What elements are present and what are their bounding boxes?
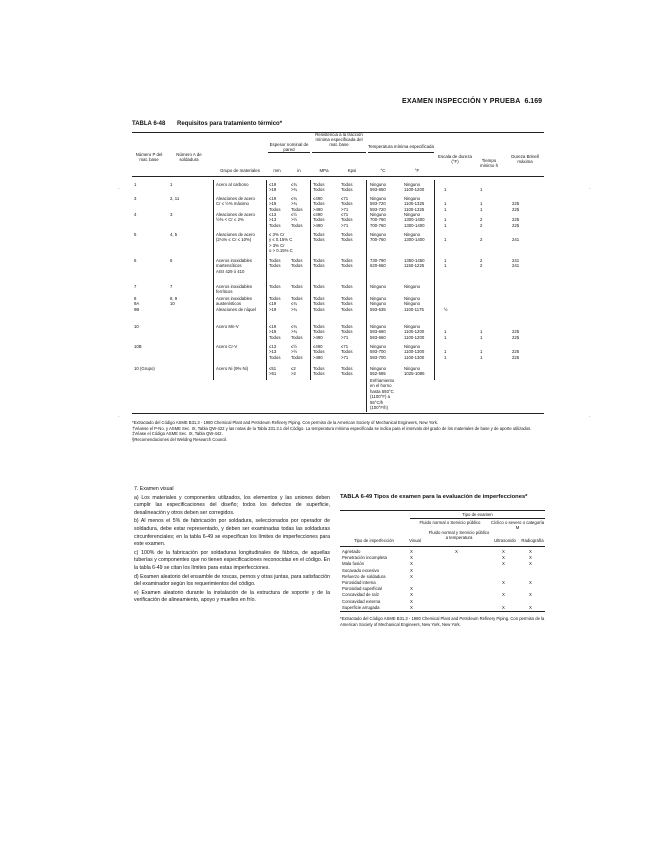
table1-cell: Ninguno 1100-1325 1100-1325	[404, 196, 425, 212]
body-text	[134, 486, 330, 606]
table2-header-cell: Fluido normal y Servicio público a temperatura	[428, 530, 490, 540]
table1-cell: ≤71 Todos >71	[341, 212, 353, 228]
table1-cell: 1	[134, 182, 137, 187]
table1-cell: ≤13 >13 Todos	[269, 212, 281, 228]
table1-header-cell: °C	[380, 168, 386, 173]
body-paragraph: d) Examen aleatorio del ensamble de roscas, pernos y otras juntas, para satisfacción del examinador según los requerimientos del código.	[134, 573, 330, 588]
table1-cell: 6	[170, 258, 173, 263]
table1-cell: 241 241	[512, 258, 520, 269]
table1-cell: Ninguno Ninguno 1100-1175	[404, 296, 424, 312]
table1-footnote: *Extractado del Código ASME B31.3 - 1980 Chemical Plant and Petroleum Refinery Piping. Con permiso de la American Society of Mechanical Engineers, New York.	[132, 420, 439, 425]
table1-cell: Ninguno 593-700 593-700	[370, 344, 387, 360]
table2-mark: X	[410, 598, 413, 604]
table1-cell: 225 225	[512, 329, 520, 340]
table1-cell: 3	[170, 212, 173, 217]
table1-cell: 1 1	[444, 329, 447, 340]
table1-bottom-rule	[132, 413, 544, 414]
table2-mark: X	[529, 549, 532, 554]
table1-cell: Aleaciones de acero ½% < Cr ≤ 2%	[216, 212, 255, 223]
table2-subhead-rule	[410, 518, 545, 519]
table2-row-label: Penetración incompleta	[342, 555, 387, 561]
table1-cell: 4	[134, 212, 137, 217]
table2-caption: Tipos de examen para la evaluación de imperfecciones*	[373, 494, 528, 500]
table1-cell: Acero Ni (9% Ni)	[216, 366, 248, 371]
table1-subhead-rule	[268, 152, 310, 153]
table1-cell: 5	[134, 232, 137, 237]
table2-mark: X	[410, 573, 413, 579]
table1	[132, 132, 544, 414]
table1-cell: ≤19 >19	[269, 182, 277, 193]
table1-cell: 1 1	[480, 349, 483, 360]
table2-header-rule	[340, 546, 545, 547]
margin-mark: ·	[118, 414, 120, 420]
table2-header-cell: Ultrasonido	[494, 538, 516, 543]
table1-cell: Todos	[341, 284, 353, 289]
margin-mark: ·	[118, 186, 120, 192]
table1-header-cell: Número A de soldadura	[176, 152, 202, 162]
table1-cell: ≤71 Todos >71	[341, 344, 353, 360]
table2-row-label: Porosidad superficial	[342, 586, 382, 592]
table2	[340, 510, 545, 612]
table1-cell: 1350-1450 1150-1225	[404, 258, 425, 269]
table1-cell: ≤19 >19 Todos	[269, 324, 281, 340]
table1-cell: Todos Todos	[269, 258, 281, 269]
table1-cell: 225 225	[512, 349, 520, 360]
table1-cell: Ninguno 593-650	[370, 182, 387, 193]
table1-cell: 2, 11	[170, 196, 180, 201]
table1-cell: Ninguno 700-760	[370, 232, 387, 243]
table1-cell: Ninguno 593-720 593-720	[370, 196, 387, 212]
table2-row	[340, 605, 545, 611]
table2-mark: X	[410, 561, 413, 567]
table1-cell: Todos	[313, 284, 325, 289]
table2-mark: X	[529, 604, 532, 610]
table1-cell: ≤¾ >¾ Todos	[291, 196, 303, 212]
table1-cell: Todos ≤19 >19	[269, 296, 281, 312]
table1-cell: Ninguno 1100-1300 1100-1300	[404, 344, 425, 360]
table2-mark: X	[410, 604, 413, 610]
table2-header-cell: Visual	[409, 538, 421, 543]
table1-cell: ≤¾ >¾	[291, 182, 298, 193]
table1-header-cell: Kpsi	[347, 168, 357, 173]
table1-cell: 8 9A 9B	[134, 296, 140, 312]
table1-cell: 4, 5	[170, 232, 178, 237]
table1-cell: Todos Todos Todos	[341, 296, 353, 312]
table2-mark: X	[529, 561, 532, 567]
table1-cell: Todos Todos	[341, 258, 353, 269]
table1-col-rule	[434, 180, 435, 380]
table2-mark: X	[502, 604, 505, 610]
table1-footnote: †Véanse el P-No. y ASME Sec. IX, Tabla QW-422 y las notas de la Tabla 331.3.1 del Código. La temperatura mínima especificada se indica para el intervalo del grado de los materiales de base y de aporte utilizados.	[132, 425, 532, 431]
table2-mark: X	[410, 592, 413, 598]
table1-cell: Todos Todos	[341, 232, 353, 243]
table1-cell: 7	[170, 284, 173, 289]
table1-cell: Todos Todos	[313, 366, 325, 377]
table1-cell: Todos Todos	[341, 182, 353, 193]
table1-subhead-rule	[368, 152, 434, 153]
table2-footnote: *Extractado del Código ASME B31.3 - 1980 Chemical Plant and Petroleum Refinery Piping. Con permiso de la American Society of Mechanical Engineers, New York, New York.	[340, 616, 545, 627]
table1-cell: ≤71 Todos >71	[341, 196, 353, 212]
margin-mark: ·	[589, 186, 591, 192]
table1-cell: Aceros inoxidables austenísticos Aleaciones de níquel	[216, 296, 256, 312]
table2-row-label: Superficie arrugada	[342, 604, 380, 610]
table2-row-label: Mala fusión	[342, 561, 364, 567]
table1-cell: Ninguno 700-760 700-760	[370, 212, 387, 228]
table2-mark: X	[529, 555, 532, 561]
table1-title	[132, 121, 282, 127]
table1-cell: Todos Todos	[313, 232, 325, 243]
table1-cell: Ninguno 1300-1400	[404, 232, 425, 243]
table1-cell: 1 1	[444, 201, 447, 212]
table1-cell: ≤490 Todos >490	[313, 212, 325, 228]
body-paragraph: b) Al menos el 5% de fabricación por soldadura, seleccionados por operador de soldadura, debe estar representado, y deben ser examinadas todas las soldaduras circunferenciales; en la tabla 6-49 se especifican los límites de imperfecciones para este examen.	[134, 518, 330, 548]
table1-cell: 225 225	[512, 201, 520, 212]
table1-cell: Ninguno 593-660 593-660	[370, 324, 387, 340]
table1-cell: Aleaciones de acero (2¼% ≤ Cr ≤ 10%)	[216, 232, 255, 243]
table1-header-cell: Resistencia a la tracción mínima especificada del mat. base	[315, 132, 363, 147]
table1-cell: 1	[170, 182, 173, 187]
table2-row-label: Concavidad de raíz	[342, 592, 380, 598]
table2-mark: X	[502, 555, 505, 561]
table1-cell: 10	[134, 324, 139, 329]
table1-cell: Ninguno 1100-1200	[404, 182, 425, 193]
table1-cell: Aceros inoxidables martensíticos AISI 429 ó 410	[216, 258, 253, 274]
table1-cell: 6	[134, 258, 137, 263]
table1-header-cell: Dureza Brinell máxima	[511, 154, 539, 164]
table1-cell: Ninguno 552-585	[370, 366, 387, 377]
table1-col-rule	[310, 180, 311, 380]
table1-header-cell: Espesor nominal de pared	[269, 142, 309, 152]
table1-cell: Ninguno	[404, 284, 421, 289]
table1-cell: Todos Todos >490	[313, 324, 325, 340]
table1-cell: ≤13 >13 Todos	[269, 344, 281, 360]
table1-cell: 3	[134, 196, 137, 201]
table1-header-cell: Escala de dureza (°F)	[438, 154, 472, 164]
table1-cell: ≤¾ >¾ Todos	[291, 324, 303, 340]
table1-cell: Ninguno 1025-1085	[404, 366, 425, 377]
table1-cell: Ninguno 1100-1200 1100-1200	[404, 324, 425, 340]
table2-title	[340, 494, 545, 501]
table1-cell: Aceros inoxidables ferríticos	[216, 284, 253, 295]
table1-col-rule	[366, 180, 367, 412]
table1-cell: Acero Mn-V	[216, 324, 239, 329]
table1-cell: Todos	[269, 284, 281, 289]
margin-mark: ·	[589, 414, 591, 420]
table1-cell: 730-790 620-660	[370, 258, 386, 269]
table1-cell: Todos Todos	[341, 366, 353, 377]
table2-row-label: Porosidad interna	[342, 580, 376, 585]
table1-cell: 10B	[134, 344, 142, 349]
running-title: EXAMEN INSPECCIÓN Y PRUEBA	[402, 98, 521, 105]
table1-cell: 2 2	[480, 258, 483, 269]
table1-cell: ≤½ >½ Todos	[291, 212, 303, 228]
table2-mark: X	[410, 549, 413, 554]
table1-header-rule	[132, 176, 544, 177]
table2-mark: X	[410, 555, 413, 561]
table1-cell: ½	[444, 306, 448, 312]
table1-cell: 1	[444, 237, 447, 243]
table2-mark: X	[529, 592, 532, 598]
table2-header-group: Tipo de examen	[462, 512, 493, 517]
table1-cell: 8, 9 10	[170, 296, 178, 307]
table1-cell: 1	[444, 187, 447, 193]
table1-cell: Todos Todos	[291, 258, 303, 269]
table1-header-cell: Número P del mat. base	[135, 152, 163, 162]
table1-cell: ≤51 >51	[269, 366, 277, 377]
table1-cell: Acero Cr-V	[216, 344, 238, 349]
table2-row-label: Concavidad externa	[342, 598, 381, 604]
table1-cell: Ninguno	[370, 284, 387, 289]
body-paragraph: 7. Examen visual	[134, 486, 174, 492]
table2-mark: X	[455, 549, 458, 554]
body-paragraph: c) 100% de la fabricación por soldaduras longitudinales de fábrica, de aquellas tuberías y componentes que no tienen especificaciones reconocidas en el código. En la tabla 6-49 se citan los límites para estas imperfecciones.	[134, 549, 330, 571]
table1-cell: 1 1	[444, 217, 447, 228]
table1-cell: Ninguno 1300-1400 1300-1400	[404, 212, 425, 228]
table1-cell: 10 (Grupo)	[134, 366, 155, 371]
table1-cell: Aleaciones de acero Cr ≤ ½% máximo	[216, 196, 255, 207]
body-paragraph: a) Los materiales y componentes utilizados, los elementos y las uniones deben cumplir las especificaciones del diseño; todos los defectos de superficie, desalineación y otros deben ser corregidos.	[134, 494, 330, 516]
table1-subhead-rule	[312, 152, 366, 153]
table1-cell: Todos Todos Todos	[313, 296, 325, 312]
table2-row-label: Refuerzo de soldadura	[342, 573, 386, 579]
table1-cell: Todos	[291, 284, 303, 289]
table2-mark: X	[502, 561, 505, 567]
table1-cell: 225 225	[512, 217, 520, 228]
table2-mark: X	[502, 580, 505, 585]
table1-label: TABLA 6-48	[132, 121, 166, 127]
table1-header-cell: °F	[414, 168, 420, 173]
table2-mark: X	[410, 586, 413, 592]
table1-cell: 2	[480, 237, 483, 243]
table2-header-cell: Tipo de imperfección	[354, 538, 394, 543]
table1-cell: Todos ≤¾ >¾	[291, 296, 303, 312]
table2-label: TABLA 6-49	[340, 494, 373, 500]
table2-mark: X	[410, 567, 413, 573]
table2-mark: X	[502, 549, 505, 554]
body-paragraph: e) Examen aleatorio durante la instalación de la estructura de soporte y de la verificación de alineamiento, apoyo y muelles en frío.	[134, 589, 330, 604]
table1-cell: 1 1	[480, 201, 483, 212]
table1-cell: Ninguno Ninguno 593-635	[370, 296, 387, 312]
table1-cell: ≤ 3% Cr y ≤ 0.15% C > 3% Cr o > 0.15% C	[269, 232, 293, 254]
table1-cell: Acero al carbono	[216, 182, 249, 187]
table1-cell: 7	[134, 284, 137, 289]
table1-cell: Todos Todos	[313, 258, 325, 269]
table1-cell: 1	[480, 187, 483, 193]
table1-col-rule	[213, 180, 214, 380]
table1-footnote: §Recomendaciones del Welding Research Council.	[132, 436, 228, 442]
table1-footnotes	[132, 420, 544, 442]
table1-cell: 1 1	[480, 329, 483, 340]
table1-cell: ≤½ >½ Todos	[291, 344, 303, 360]
table2-mark: X	[529, 580, 532, 585]
table1-header-cell: Grupo de materiales	[220, 168, 260, 173]
table1-header-cell: in	[297, 168, 301, 173]
table2-header-group2: Cíclico o severo o categoría M	[490, 520, 545, 530]
table2-header-group1: Fluido normal o Servicio público	[419, 520, 481, 525]
page-number: 6.169	[524, 98, 542, 105]
table1-header-cell: MPa	[319, 168, 329, 173]
table1-cell: Todos Todos	[313, 182, 325, 193]
table1-extra-note: Enfriamiento en el horno hasta 593°C (1100°F) a 55°C/h (100°F/h)	[370, 378, 395, 411]
table1-cell: ≤490 Todos >490	[313, 196, 325, 212]
table1-cell: 1 1	[444, 349, 447, 360]
table2-header-cell: Radiografía	[521, 538, 544, 543]
table2-row-label: Socavado excesivo	[342, 567, 380, 573]
table1-header-cell: mm	[273, 168, 281, 173]
table1-cell: ≤2 >2	[291, 366, 296, 377]
table1-cell: 241	[512, 237, 520, 243]
table1-cell: 2 2	[480, 217, 483, 228]
table2-top-rule	[340, 510, 545, 511]
table1-col-rule	[266, 180, 267, 380]
table1-cell: ≤490 Todos >490	[313, 344, 325, 360]
table1-footnote: ‡Véase el Código ASME Sec. IX, Tabla QW-442.	[132, 431, 223, 437]
table1-caption: Requisitos para tratamiento térmico*	[177, 121, 283, 127]
table1-cell: 1 1	[444, 258, 447, 269]
table2-row-label: Agrietado	[342, 549, 361, 554]
table2-mark: X	[502, 592, 505, 598]
table1-header-cell: Tiempo mínimo h	[479, 158, 499, 168]
page-header	[402, 98, 542, 105]
table1-cell: ≤19 >19 Todos	[269, 196, 281, 212]
table1-header-cell: Temperatura mínima especificada	[368, 144, 434, 149]
table1-cell: Todos Todos >71	[341, 324, 353, 340]
